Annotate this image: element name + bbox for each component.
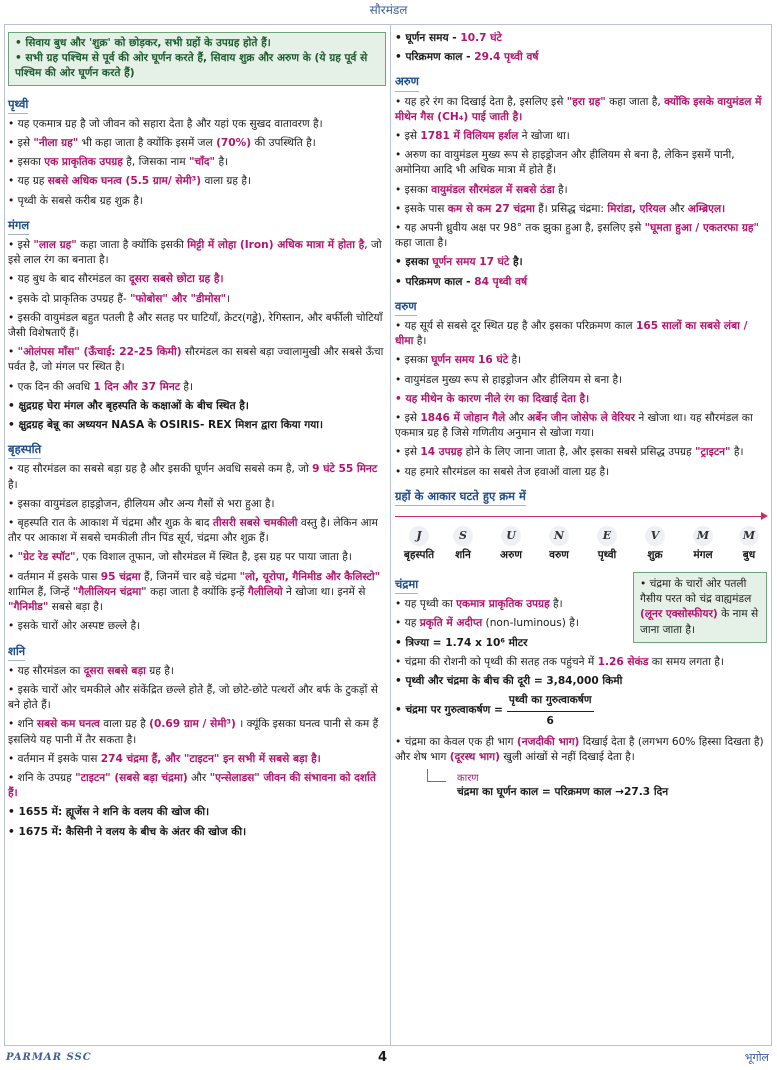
planet-item	[439, 526, 487, 563]
planet-disc: U	[501, 526, 521, 546]
formula-denominator: 6	[546, 714, 554, 727]
mars-line: • इसे "लाल ग्रह" कहा जाता है क्योंकि इसकी मिट्टी में लोहा (Iron) अधिक मात्रा में होता है, जो इसे लाल रंग का बनाता है।	[8, 239, 382, 267]
planet-name: बुध	[742, 549, 756, 562]
section-title-saturn: शनि	[8, 644, 25, 661]
planet-item	[487, 526, 535, 563]
mars-line: • "ओलंपस मॉंस" (ऊँचाई: 22-25 किमी) सौरमंडल का सबसे बड़ा ज्वालामुखी और सबसे ऊँचा पर्वत है, जो मंगल पर स्थित है।	[8, 346, 384, 374]
uranus-line: • यह हरे रंग का दिखाई देता है, इसलिए इसे "हरा ग्रह" कहा जाता है, क्योंकि इसके वायुमंडल में मीथेन गैस (CH₄) पाई जाती है।	[395, 95, 762, 123]
planet-disc: N	[549, 526, 569, 546]
jupiter-line: • वर्तमान में इसके पास 95 चंद्रमा हैं, जिनमें चार बड़े चंद्रमा "लो, यूरोपा, गैनिमीड और कैलिस्टो" शामिल हैं, जिन्हें "गैलीलियन चंद्रमा" कहा जाता है क्योंकि इन्हें गैलीलियो ने खोजा था। इनमें से "गैनिमीड" सबसे बड़ा है।	[8, 570, 381, 614]
uranus-line: • इसका घूर्णन समय 17 घंटे है।	[395, 256, 523, 269]
moon-section	[395, 572, 769, 803]
order-arrow-head	[761, 512, 768, 520]
page-number: 4	[378, 1050, 388, 1065]
note-text: चंद्रमा का घूर्णन काल = परिक्रमण काल →27.3 दिन	[457, 786, 669, 799]
note-connector	[427, 769, 446, 782]
section-title-uranus: अरुण	[395, 74, 419, 91]
left-column	[8, 30, 386, 844]
section-title-jupiter: बृहस्पति	[8, 442, 41, 459]
section-title-moon: चंद्रमा	[395, 577, 418, 594]
rotation-note	[395, 769, 769, 803]
earth-line: • पृथ्वी के सबसे करीब ग्रह शुक्र है।	[8, 194, 143, 207]
saturn-line: • वर्तमान में इसके पास 274 चंद्रमा हैं, और "टाइटन" इन सभी में सबसे बड़ा है।	[8, 752, 321, 765]
planet-item	[631, 526, 679, 563]
section-title-order: ग्रहों के आकार घटते हुए क्रम में	[395, 489, 526, 506]
neptune-line: • यह हमारे सौरमंडल का सबसे तेज हवाओं वाला ग्रह है।	[395, 465, 610, 478]
planet-name: शुक्र	[647, 549, 663, 562]
planet-name: अरुण	[500, 549, 522, 562]
moon-info-box: • चंद्रमा के चारों ओर पतली गैसीय परत को चंद्र वाह्यमंडल (लूनर एक्सोस्फीयर) के नाम से जाना जाता है।	[633, 572, 767, 643]
mars-line: • इसकी वायुमंडल बहुत पतली है और सतह पर घाटियाँ, क्रेटर(गड्ढे), रेगिस्तान, और बर्फीली चोटियाँ जैसी विशेषताएँ हैं।	[8, 311, 383, 340]
earth-line: • यह ग्रह सबसे अधिक घनत्व (5.5 ग्राम/ सेमी³) वाला ग्रह है।	[8, 175, 252, 188]
footer-brand: PARMAR SSC	[6, 1052, 92, 1063]
neptune-line: • यह मीथेन के कारण नीले रंग का दिखाई देता है।	[395, 392, 590, 405]
saturn-revolution-line: • परिक्रमण काल - 29.4 पृथ्वी वर्ष	[395, 51, 539, 64]
planet-disc: V	[645, 526, 665, 546]
saturn-line: • इसके चारों ओर चमकीले और संकेंद्रित छल्ले होते हैं, जो छोटे-छोटे पत्थरों और बर्फ के टुकड़ों से बने होते हैं।	[8, 683, 378, 712]
planet-item	[679, 526, 727, 563]
planet-item	[535, 526, 583, 563]
neptune-line: • इसे 1846 में जोहान गैले और अर्बेन जीन जोसेफ ले वेरियर ने खोजा था। यह सौरमंडल का एकमात्र ग्रह है जिसे गणितीय अनुमान से खोजा गया।	[395, 412, 753, 440]
footer-subject: भूगोल	[744, 1051, 769, 1064]
section-title-earth: पृथ्वी	[8, 97, 28, 114]
saturn-line: • 1675 में: कैसिनी ने वलय के बीच के अंतर की खोज की।	[8, 825, 247, 838]
earth-line: • यह एकमात्र ग्रह है जो जीवन को सहारा देता है और यहां एक सुखद वातावरण है।	[8, 117, 323, 130]
earth-line: • इसका एक प्राकृतिक उपग्रह है, जिसका नाम "चाँद" है।	[8, 156, 229, 169]
planet-name: वरुण	[549, 549, 569, 562]
jupiter-line: • "ग्रेट रेड स्पॉट", एक विशाल तूफान, जो सौरमंडल में स्थित है, इस ग्रह पर पाया जाता है।	[8, 551, 352, 564]
saturn-line: • शनि के उपग्रह "टाइटन" (सबसे बड़ा चंद्रमा) और "एन्सेलाडस" जीवन की संभावना को दर्शाते हैं।	[8, 771, 376, 800]
formula-numerator: पृथ्वी का गुरुत्वाकर्षण	[507, 693, 594, 711]
saturn-line: • शनि सबसे कम घनत्व वाला ग्रह है (0.69 ग्राम / सेमी³) । क्यूंकि इसका घनत्व पानी से कम हैं इसलिये यह पानी में तैर सकता है।	[8, 718, 379, 746]
mars-line: • क्षुद्रग्रह बेन्नू का अध्ययन NASA के OSIRIS- REX मिशन द्वारा किया गया।	[8, 419, 324, 432]
uranus-line: • अरुण का वायुमंडल मुख्य रूप से हाइड्रोजन और हीलियम से बना है, लेकिन इसमें पानी, अमोनिया आदि भी अधिक मात्रा में होते हैं।	[395, 149, 735, 177]
mars-line: • यह बुध के बाद सौरमंडल का दूसरा सबसे छोटा ग्रह है।	[8, 273, 224, 286]
section-title-mars: मंगल	[8, 218, 29, 235]
gravity-formula: • चंद्रमा पर गुरुत्वाकर्षण = $\frac{\text{पृथ्वी का गुरुत्वाकर्षण}}{6}$	[395, 693, 769, 728]
neptune-line: • यह सूर्य से सबसे दूर स्थित ग्रह है और इसका परिक्रमण काल 165 सालों का सबसे लंबा / धीमा है।	[395, 320, 748, 348]
moon-line: • त्रिज्या = 1.74 x 10⁶ मीटर	[395, 636, 528, 649]
planet-item	[583, 526, 631, 563]
planet-disc: M	[739, 526, 759, 546]
saturn-line: • 1655 में: ह्यूजेंस ने शनि के वलय की खोज की।	[8, 806, 210, 819]
planet-item	[725, 526, 773, 563]
planet-disc: E	[597, 526, 617, 546]
moon-line: • चंद्रमा की रोशनी को पृथ्वी की सतह तक पहुंचने में 1.26 सेकंड का समय लगता है।	[395, 655, 724, 668]
planet-name: पृथ्वी	[597, 549, 617, 562]
box-line-2: • सभी ग्रह पश्चिम से पूर्व की ओर घूर्णन करते हैं, सिवाय शुक्र और अरुण के (ये ग्रह पूर्व से पश्चिम की ओर घूर्णन करते हैं)	[15, 52, 368, 80]
saturn-line: • यह सौरमंडल का दूसरा सबसे बड़ा ग्रह है।	[8, 664, 174, 677]
planet-name: बृहस्पति	[403, 549, 435, 562]
jupiter-line: • बृहस्पति रात के आकाश में चंद्रमा और शुक्र के बाद तीसरी सबसे चमकीली वस्तु है। लेकिन आम तौर पर आकाश में सबसे चमकीली तीन पिंड सूर्य, चंद्रमा और शुक्र हैं।	[8, 517, 378, 545]
neptune-line: • इसका घूर्णन समय 16 घंटे है।	[395, 354, 522, 367]
planet-disc: J	[409, 526, 429, 546]
moon-line: • पृथ्वी और चंद्रमा के बीच की दूरी = 3,84,000 किमी	[395, 675, 623, 688]
saturn-rotation-line: • घूर्णन समय - 10.7 घंटे	[395, 32, 502, 44]
mars-line: • क्षुद्रग्रह घेरा मंगल और बृहस्पति के कक्षाओं के बीच स्थित है।	[8, 399, 249, 412]
right-column	[395, 30, 769, 803]
box-line-1: • सिवाय बुध और 'शुक्र' को छोड़कर, सभी ग्रहों के उपग्रह होते हैं।	[15, 37, 271, 49]
page-header: सौरमंडल	[369, 3, 408, 17]
moon-line: • यह पृथ्वी का एकमात्र प्राकृतिक उपग्रह है।	[395, 598, 563, 611]
neptune-line: • वायुमंडल मुख्य रूप से हाइड्रोजन और हीलियम से बना है।	[395, 373, 623, 386]
section-title-neptune: वरुण	[395, 299, 417, 316]
uranus-line: • इसके पास कम से कम 27 चंद्रमा हैं। प्रसिद्ध चंद्रमा: मिरांडा, एरियल और अम्ब्रिएल।	[395, 202, 726, 215]
note-label: कारण	[457, 773, 479, 785]
planet-name: शनि	[455, 549, 471, 562]
uranus-line: • इसे 1781 में विलियम हर्शल ने खोजा था।	[395, 130, 570, 143]
column-divider	[390, 24, 391, 1046]
mars-line: • इसके दो प्राकृतिक उपग्रह हैं- "फोबोस" और "डीमोस"।	[8, 292, 231, 305]
moon-line: • यह प्रकृति में अदीप्त (non-luminous) है।	[395, 617, 579, 630]
planet-item	[395, 526, 443, 563]
planet-disc: M	[693, 526, 713, 546]
uranus-line: • परिक्रमण काल - 84 पृथ्वी वर्ष	[395, 275, 528, 288]
planet-disc: S	[453, 526, 473, 546]
planet-order-strip	[395, 512, 769, 560]
mars-line: • एक दिन की अवधि 1 दिन और 37 मिनट है।	[8, 380, 194, 393]
jupiter-line: • यह सौरमंडल का सबसे बड़ा ग्रह है और इसकी घूर्णन अवधि सबसे कम है, जो 9 घंटे 55 मिनट है।	[8, 463, 378, 491]
neptune-line: • इसे 14 उपग्रह होने के लिए जाना जाता है, और इसका सबसे प्रसिद्ध उपग्रह "ट्राइटन" है।	[395, 446, 744, 459]
planet-name: मंगल	[693, 549, 713, 562]
highlight-box	[8, 32, 386, 86]
uranus-line: • इसका वायुमंडल सौरमंडल में सबसे ठंडा है।	[395, 183, 568, 196]
order-arrow-line	[395, 516, 763, 517]
jupiter-line: • इसके चारों ओर अस्पष्ट छल्ले है।	[8, 620, 141, 633]
earth-line: • इसे "नीला ग्रह" भी कहा जाता है क्योंकि इसमें जल (70%) की उपस्थिति है।	[8, 137, 316, 150]
jupiter-line: • इसका वायुमंडल हाइड्रोजन, हीलियम और अन्य गैसों से भरा हुआ है।	[8, 497, 275, 510]
moon-line: • चंद्रमा का केवल एक ही भाग (नजदीकी भाग) दिखाई देता है (लगभग 60% हिस्सा दिखता है) और शेष भाग (दूरस्थ भाग) खुली आंखों से नहीं दिखाई देता है।	[395, 735, 764, 763]
uranus-line: • यह अपनी ध्रुवीय अक्ष पर 98° तक झुका हुआ है, इसलिए इसे "घूमता हुआ / एकतरफा ग्रह" कहा जाता है।	[395, 222, 760, 250]
